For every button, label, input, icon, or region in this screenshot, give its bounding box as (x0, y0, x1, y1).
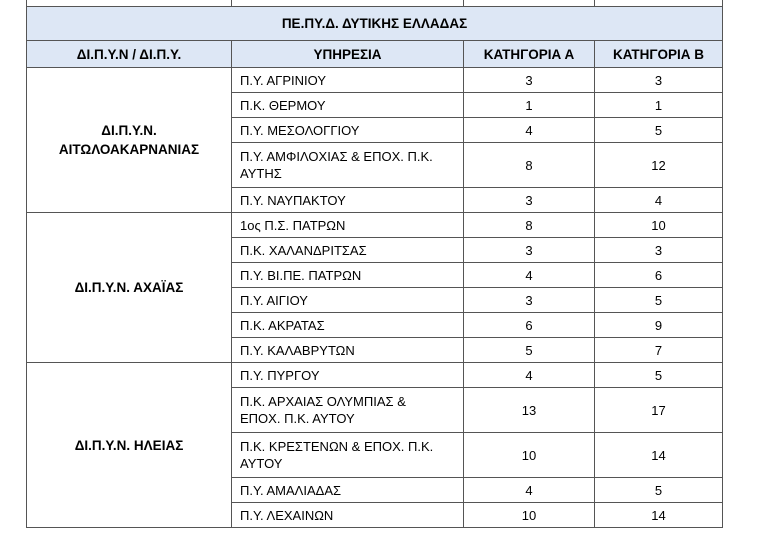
service-cell: Π.Υ. ΒΙ.ΠΕ. ΠΑΤΡΩΝ (232, 263, 464, 288)
category-b-cell: 7 (595, 338, 723, 363)
category-b-cell: 3 (595, 238, 723, 263)
category-a-cell: 3 (464, 188, 595, 213)
header-category-a: ΚΑΤΗΓΟΡΙΑ Α (464, 41, 595, 68)
table-header-row (27, 41, 723, 68)
region-name-line: ΔΙ.Π.Υ.Ν. ΗΛΕΙΑΣ (74, 437, 184, 453)
service-name-line: ΑΥΤΟΥ (240, 456, 283, 471)
category-b-cell: 5 (595, 118, 723, 143)
service-name-line: Π.Υ. ΑΜΦΙΛΟΧΙΑΣ & ΕΠΟΧ. Π.Κ. (240, 149, 433, 164)
category-a-cell: 6 (464, 313, 595, 338)
region-name-line: ΔΙ.Π.Υ.Ν. ΑΧΑΪΑΣ (74, 280, 184, 295)
category-a-cell: 13 (464, 388, 595, 433)
category-b-cell: 14 (595, 503, 723, 528)
region-cell (27, 213, 232, 363)
service-cell: Π.Κ. ΧΑΛΑΝΔΡΙΤΣΑΣ (232, 238, 464, 263)
header-category-b: ΚΑΤΗΓΟΡΙΑ Β (595, 41, 723, 68)
category-b-cell: 3 (595, 68, 723, 93)
section-banner: ΠΕ.ΠΥ.Δ. ΔΥΤΙΚΗΣ ΕΛΛΑΔΑΣ (27, 7, 723, 41)
category-b-cell: 6 (595, 263, 723, 288)
service-cell: Π.Υ. ΝΑΥΠΑΚΤΟΥ (232, 188, 464, 213)
category-b-cell: 4 (595, 188, 723, 213)
service-cell: Π.Υ. ΛΕΧΑΙΝΩΝ (232, 503, 464, 528)
region-cell (27, 363, 232, 528)
category-a-cell: 4 (464, 363, 595, 388)
category-a-cell: 1 (464, 93, 595, 118)
services-table (26, 0, 723, 528)
category-a-cell: 3 (464, 68, 595, 93)
service-cell: Π.Κ. ΘΕΡΜΟΥ (232, 93, 464, 118)
category-b-cell: 10 (595, 213, 723, 238)
region-name-line: ΔΙ.Π.Υ.Ν. (101, 123, 157, 138)
category-a-cell: 8 (464, 213, 595, 238)
category-b-cell: 1 (595, 93, 723, 118)
service-cell (232, 143, 464, 188)
service-cell (232, 388, 464, 433)
service-cell: Π.Υ. ΑΜΑΛΙΑΔΑΣ (232, 478, 464, 503)
service-name-line: ΑΥΤΗΣ (240, 166, 282, 181)
category-a-cell: 3 (464, 288, 595, 313)
category-a-cell: 4 (464, 478, 595, 503)
category-a-cell: 3 (464, 238, 595, 263)
table-row (27, 68, 723, 93)
category-b-cell: 12 (595, 143, 723, 188)
service-cell: 1ος Π.Σ. ΠΑΤΡΩΝ (232, 213, 464, 238)
service-name-line: ΕΠΟΧ. Π.Κ. ΑΥΤΟΥ (240, 411, 355, 426)
category-a-cell: 10 (464, 503, 595, 528)
service-cell: Π.Υ. ΠΥΡΓΟΥ (232, 363, 464, 388)
service-cell: Π.Κ. ΑΚΡΑΤΑΣ (232, 313, 464, 338)
category-a-cell: 4 (464, 263, 595, 288)
table-row (27, 363, 723, 388)
service-cell: Π.Υ. ΑΙΓΙΟΥ (232, 288, 464, 313)
category-a-cell: 5 (464, 338, 595, 363)
service-name-line: Π.Κ. ΚΡΕΣΤΕΝΩΝ & ΕΠΟΧ. Π.Κ. (240, 439, 434, 454)
table-row (27, 213, 723, 238)
service-cell (232, 433, 464, 478)
section-banner-row (27, 7, 723, 41)
region-cell (27, 68, 232, 213)
header-service: ΥΠΗΡΕΣΙΑ (232, 41, 464, 68)
service-cell: Π.Υ. ΚΑΛΑΒΡΥΤΩΝ (232, 338, 464, 363)
category-b-cell: 17 (595, 388, 723, 433)
category-b-cell: 9 (595, 313, 723, 338)
region-name-line: ΑΙΤΩΛΟΑΚΑΡΝΑΝΙΑΣ (58, 142, 200, 157)
header-region: ΔΙ.Π.Υ.Ν / ΔΙ.Π.Υ. (27, 41, 232, 68)
service-name-line: Π.Κ. ΑΡΧΑΙΑΣ ΟΛΥΜΠΙΑΣ & (240, 394, 406, 409)
category-b-cell: 14 (595, 433, 723, 478)
category-b-cell: 5 (595, 363, 723, 388)
category-a-cell: 10 (464, 433, 595, 478)
category-a-cell: 8 (464, 143, 595, 188)
service-cell: Π.Υ. ΑΓΡΙΝΙΟΥ (232, 68, 464, 93)
category-a-cell: 4 (464, 118, 595, 143)
category-b-cell: 5 (595, 478, 723, 503)
service-cell: Π.Υ. ΜΕΣΟΛΟΓΓΙΟΥ (232, 118, 464, 143)
category-b-cell: 5 (595, 288, 723, 313)
